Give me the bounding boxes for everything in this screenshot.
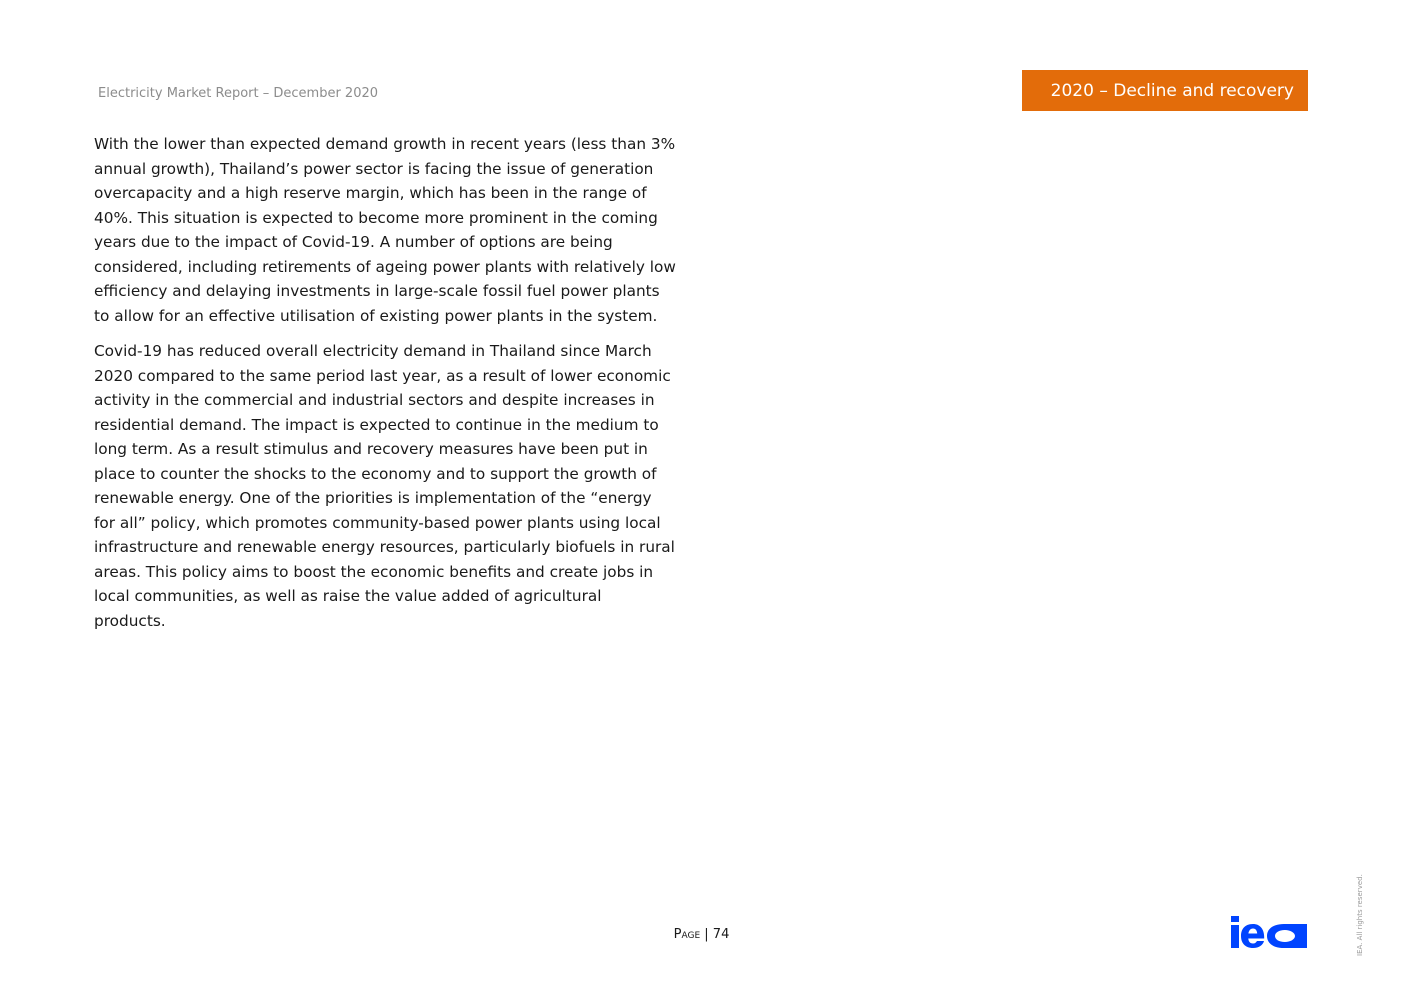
rights-notice: IEA. All rights reserved. xyxy=(1356,874,1364,956)
page-number-value: 74 xyxy=(712,927,730,942)
body-paragraph: With the lower than expected demand growth in recent years (less than 3% annual growth), Thailand’s power sector is facing the issue of generation overcapacity and a high reserve margin, which has been in the range of 40%. This situation is expected to become more prominent in the coming years due to the impact of Covid-19. A number of options are being considered, including retirements of ageing power plants with relatively low efficiency and delaying investments in large-scale fossil fuel power plants to allow for an effective utilisation of existing power plants in the system. xyxy=(94,135,676,325)
iea-logo-icon xyxy=(1229,913,1309,949)
page-separator: | xyxy=(700,927,713,942)
page-number xyxy=(0,927,1403,942)
section-title: 2020 – Decline and recovery xyxy=(1050,80,1294,101)
page-label: Page xyxy=(673,927,701,942)
section-badge xyxy=(1022,70,1308,111)
main-content xyxy=(94,132,676,644)
report-title: Electricity Market Report – December 2020 xyxy=(98,86,379,101)
body-paragraph: Covid-19 has reduced overall electricity demand in Thailand since March 2020 compared to the same period last year, as a result of lower economic activity in the commercial and industrial sectors and despite increases in residential demand. The impact is expected to continue in the medium to long term. As a result stimulus and recovery measures have been put in place to counter the shocks to the economy and to support the growth of renewable energy. One of the priorities is implementation of the “energy for all” policy, which promotes community-based power plants using local infrastructure and renewable energy resources, particularly biofuels in rural areas. This policy aims to boost the economic benefits and create jobs in local communities, as well as raise the value added of agricultural products. xyxy=(94,342,675,630)
